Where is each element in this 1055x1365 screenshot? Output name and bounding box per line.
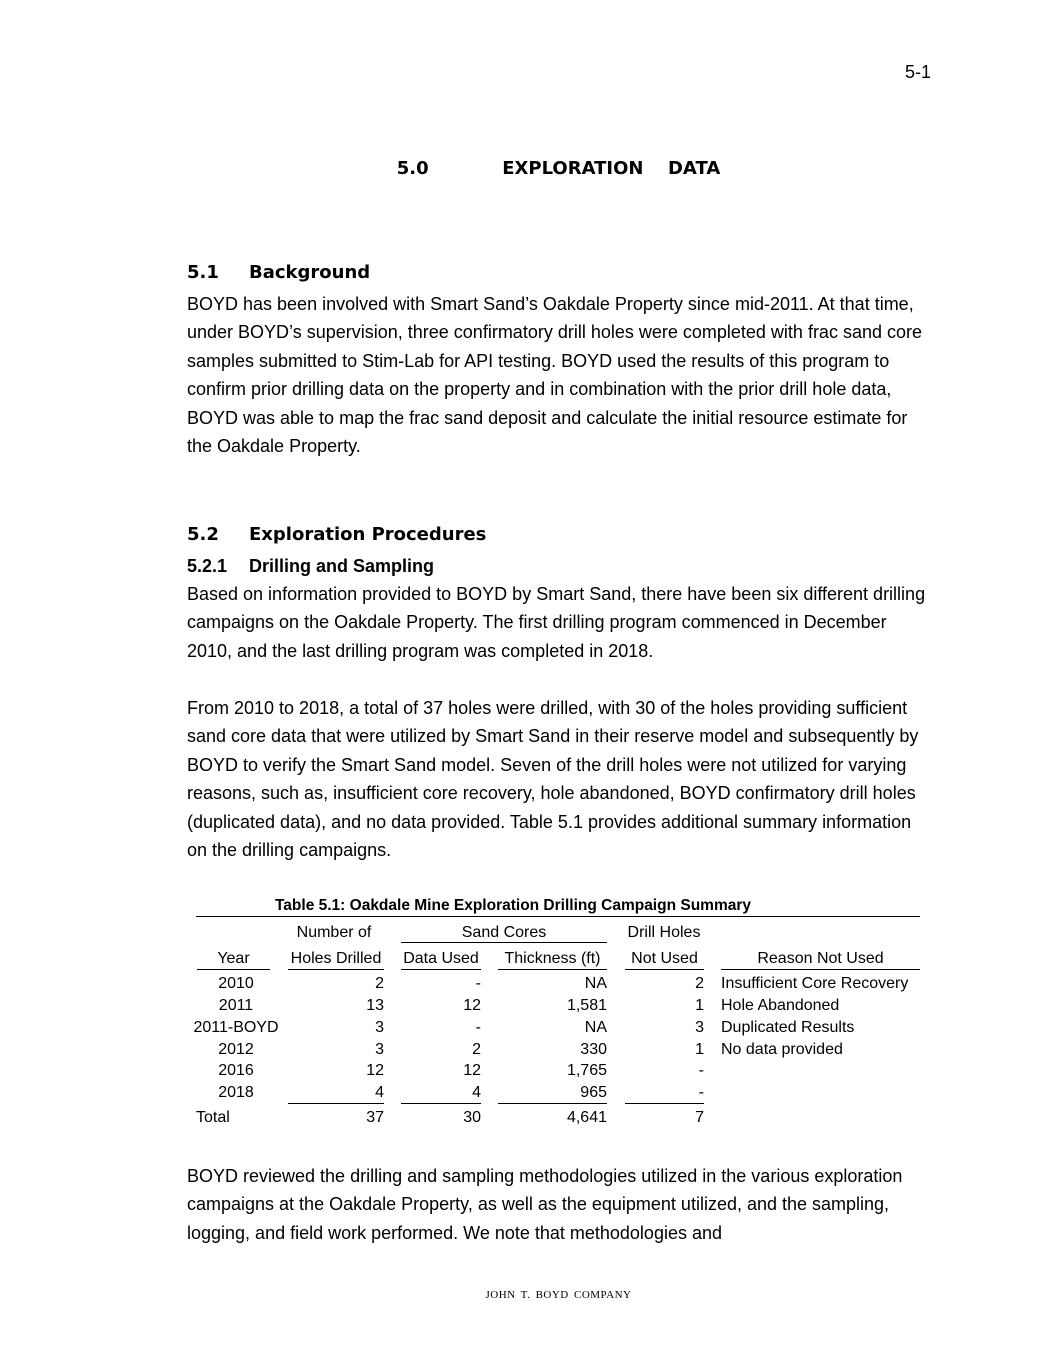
table-cell-holes: 3 (375, 1041, 384, 1058)
table-cell-thickness: 330 (580, 1041, 607, 1058)
section-number: 5.2 (187, 524, 219, 545)
table-cell-thickness: NA (584, 975, 607, 992)
page-number: 5-1 (904, 62, 931, 82)
table-cell-year: 2012 (218, 1041, 254, 1058)
header-rule (197, 969, 270, 970)
total-label: Total (196, 1109, 230, 1126)
table-rule (498, 1103, 607, 1104)
footer: JOHN T. BOYD COMPANY (485, 1289, 632, 1301)
header-not-used: Not Used (631, 950, 698, 967)
table-cell-year: 2010 (218, 975, 254, 992)
header-holes: Holes Drilled (290, 950, 382, 967)
table-cell-thickness: 1,765 (566, 1062, 607, 1079)
chapter-title (0, 158, 1055, 179)
table-cell-reason: No data provided (721, 1041, 843, 1058)
header-rule (288, 969, 384, 970)
header-rule (498, 969, 607, 970)
table-cell-holes: 12 (366, 1062, 384, 1079)
table-cell-data-used: 4 (472, 1084, 481, 1101)
header-rule (721, 969, 920, 970)
sand-cores-rule (401, 942, 607, 943)
table-rule (401, 1103, 481, 1104)
table-title: Table 5.1: Oakdale Mine Exploration Drilling Campaign Summary (274, 897, 752, 914)
section-heading-5-2 (187, 524, 486, 545)
header-sand-cores: Sand Cores (461, 924, 547, 941)
subsection-title: Drilling and Sampling (249, 556, 435, 576)
subsection-heading-5-2-1 (187, 556, 434, 577)
table-cell-thickness: 965 (580, 1084, 607, 1101)
table-cell-holes: 4 (375, 1084, 384, 1101)
total-thickness: 4,641 (566, 1109, 607, 1126)
header-reason: Reason Not Used (757, 950, 884, 967)
table-cell-data-used: - (475, 975, 481, 992)
section-heading-5-1 (187, 262, 370, 283)
table-cell-not-used: 1 (695, 1041, 704, 1058)
table-cell-not-used: - (698, 1084, 704, 1101)
section-number: 5.1 (187, 262, 219, 283)
chapter-number: 5.0 (396, 158, 429, 179)
table-cell-thickness: 1,581 (566, 997, 607, 1014)
header-year: Year (217, 950, 250, 967)
table-rule (625, 1103, 704, 1104)
table-cell-year: 2018 (218, 1084, 254, 1101)
header-rule (401, 969, 481, 970)
drilling-paragraph-2: From 2010 to 2018, a total of 37 holes were drilled, with 30 of the holes providing sufficient sand core data that were utilized by Smart Sand in their reserve model and subsequently by BOYD to verify the Smart Sand model. Seven of the drill holes were not utilized for varying reasons, such as, insufficient core recovery, hole abandoned, BOYD confirmatory drill holes (duplicated data), and no data provided. Table 5.1 provides additional summary information on the drilling campaigns. (187, 698, 919, 861)
table-cell-year: 2016 (218, 1062, 254, 1079)
table-cell-data-used: 2 (472, 1041, 481, 1058)
header-thickness: Thickness (ft) (504, 950, 601, 967)
table-cell-thickness: NA (584, 1019, 607, 1036)
table-cell-not-used: 1 (695, 997, 704, 1014)
chapter-title-text: EXPLORATION DATA (502, 158, 721, 179)
table-cell-holes: 3 (375, 1019, 384, 1036)
table-cell-data-used: 12 (463, 997, 481, 1014)
section-title: Exploration Procedures (249, 524, 487, 545)
header-drill-holes: Drill Holes (627, 924, 701, 941)
table-cell-holes: 13 (366, 997, 384, 1014)
table-top-rule (196, 916, 920, 917)
table-cell-year: 2011-BOYD (193, 1019, 279, 1036)
total-data-used: 30 (463, 1109, 481, 1126)
table-rule (288, 1103, 384, 1104)
table-cell-year: 2011 (218, 997, 254, 1014)
header-number-of: Number of (296, 924, 372, 941)
table-cell-not-used: 3 (695, 1019, 704, 1036)
table-cell-reason: Insufficient Core Recovery (721, 975, 909, 992)
table-cell-not-used: - (698, 1062, 704, 1079)
table-cell-reason: Duplicated Results (721, 1019, 855, 1036)
total-holes: 37 (366, 1109, 384, 1126)
drilling-paragraph-1: Based on information provided to BOYD by Smart Sand, there have been six different drilling campaigns on the Oakdale Property. The first drilling program commenced in December 2010, and the last drilling program was completed in 2018. (187, 584, 926, 661)
table-cell-holes: 2 (375, 975, 384, 992)
total-not-used: 7 (695, 1109, 704, 1126)
background-paragraph: BOYD has been involved with Smart Sand’s Oakdale Property since mid-2011. At that time, under BOYD’s supervision, three confirmatory drill holes were completed with frac sand core samples submitted to Stim-Lab for API testing. BOYD used the results of this program to confirm prior drilling data on the property and in combination with the prior drill hole data, BOYD was able to map the frac sand deposit and calculate the initial resource estimate for the Oakdale Property. (187, 294, 922, 457)
subsection-number: 5.2.1 (187, 556, 228, 576)
header-data-used: Data Used (403, 950, 479, 967)
header-rule (625, 969, 704, 970)
table-cell-data-used: 12 (463, 1062, 481, 1079)
table-cell-reason: Hole Abandoned (721, 997, 840, 1014)
table-cell-not-used: 2 (695, 975, 704, 992)
table-cell-data-used: - (475, 1019, 481, 1036)
section-title: Background (249, 262, 371, 283)
drilling-paragraph-3: BOYD reviewed the drilling and sampling methodologies utilized in the various exploration campaigns at the Oakdale Property, as well as the equipment utilized, and the sampling, logging, and field work performed. We note that methodologies and (187, 1166, 903, 1243)
